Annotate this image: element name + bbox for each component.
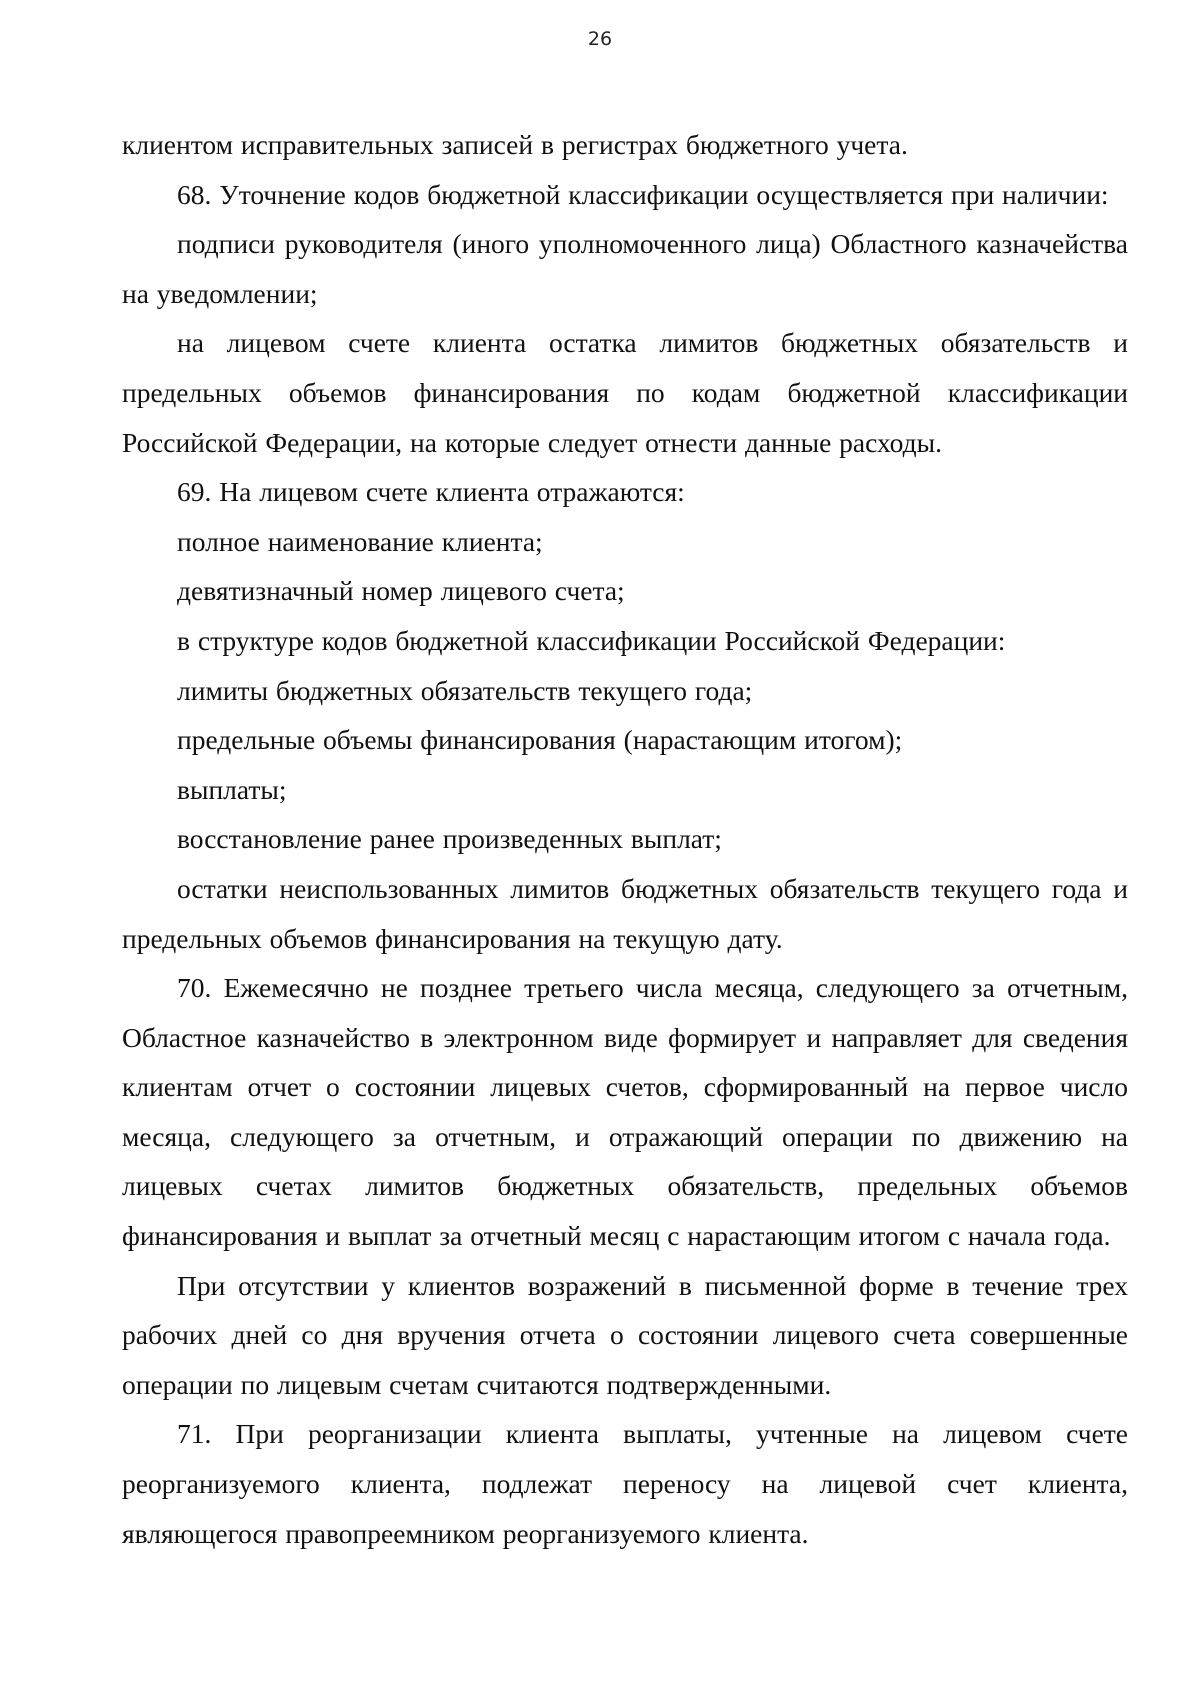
list-item-payment-restoration: восстановление ранее произведенных выплат; xyxy=(177,823,722,855)
paragraph-signature-condition: подписи руководителя (иного уполномоченного лица) Областного казначейства на уведомлении; xyxy=(122,228,1128,309)
page-number: 26 xyxy=(587,28,613,50)
paragraph-69: 69. На лицевом счете клиента отражаются: xyxy=(177,476,685,508)
paragraph-limits-condition: на лицевом счете клиента остатка лимитов бюджетных обязательств и предельных объемов финансирования по кодам бюджетной классификации Российской Федерации, на которые следует отнести данные расходы. xyxy=(122,327,1128,458)
list-item-client-name: полное наименование клиента; xyxy=(177,525,543,557)
list-item-remaining-limits: остатки неиспользованных лимитов бюджетных обязательств текущего года и предельных объемов финансирования на текущую дату. xyxy=(122,872,1128,954)
paragraph-confirmation: При отсутствии у клиентов возражений в письменной форме в течение трех рабочих дней со дня вручения отчета о состоянии лицевого счета совершенные операции по лицевым счетам считаются подтвержденными. xyxy=(122,1269,1128,1400)
paragraph-70: 70. Ежемесячно не позднее третьего числа месяца, следующего за отчетным, Областное казначейство в электронном виде формирует и направляет для сведения клиентам отчет о состоянии лицевых счетов, сформированный на первое число месяца, следующего за отчетным, и отражающий операции по движению на лицевых счетах лимитов бюджетных обязательств, предельных объемов финансирования и выплат за отчетный месяц с нарастающим итогом с начала года. xyxy=(122,972,1128,1252)
list-item-account-number: девятизначный номер лицевого счета; xyxy=(177,575,625,607)
paragraph-continuation: клиентом исправительных записей в регистрах бюджетного учета. xyxy=(122,129,908,160)
paragraph-71: 71. При реорганизации клиента выплаты, учтенные на лицевом счете реорганизуемого клиента, подлежат переносу на лицевой счет клиента, являющегося правопреемником реорганизуемого клиента. xyxy=(122,1418,1128,1549)
paragraph-68: 68. Уточнение кодов бюджетной классификации осуществляется при наличии: xyxy=(177,178,1109,210)
list-item-code-structure: в структуре кодов бюджетной классификации Российской Федерации: xyxy=(177,624,1006,656)
document-body xyxy=(122,120,1128,1558)
list-item-limits: лимиты бюджетных обязательств текущего года; xyxy=(177,674,753,706)
list-item-payments: выплаты; xyxy=(177,773,287,805)
list-item-financing-volumes: предельные объемы финансирования (нарастающим итогом); xyxy=(177,724,903,756)
